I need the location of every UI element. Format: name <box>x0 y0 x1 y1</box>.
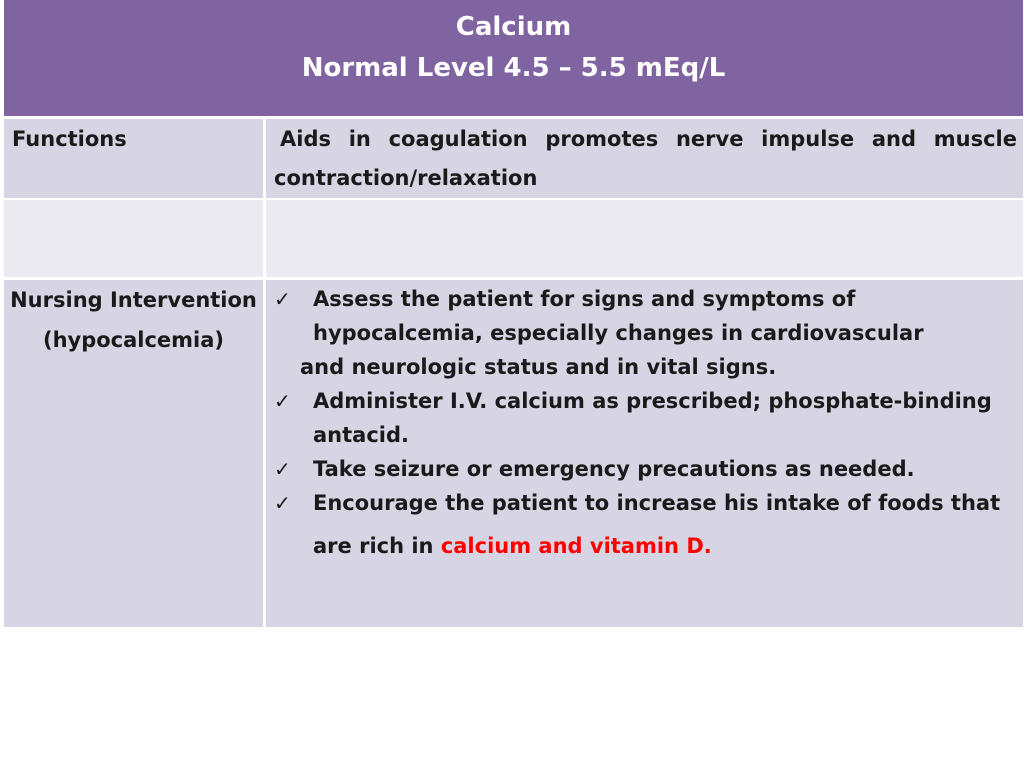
list-item <box>274 452 1023 486</box>
nursing-label-line2: (hypocalcemia) <box>42 328 225 352</box>
empty-cell-right <box>266 200 1023 277</box>
functions-label: Functions <box>4 119 263 198</box>
bullet2-line2: antacid. <box>313 423 409 447</box>
checkmark-icon: ✓ <box>274 491 291 515</box>
table-row-functions <box>4 119 1023 198</box>
nursing-interventions <box>266 280 1023 627</box>
list-item <box>274 384 1023 452</box>
list-item <box>274 486 1023 520</box>
bullet3-line1: Take seizure or emergency precautions as needed. <box>313 457 915 481</box>
functions-text: Aids in coagulation promotes nerve impulse and muscle contraction/relaxation <box>266 119 1023 198</box>
header-banner <box>4 0 1023 116</box>
table-row-empty <box>4 200 1023 277</box>
bullet4-line1: Encourage the patient to increase his intake of foods that <box>313 491 1001 515</box>
nursing-label <box>4 280 263 627</box>
list-item <box>274 282 1023 350</box>
bullet1-line1: Assess the patient for signs and symptoms of <box>313 287 856 311</box>
header-title: Calcium <box>455 12 572 42</box>
checkmark-icon: ✓ <box>274 287 291 311</box>
bullet4-highlight: calcium and vitamin D. <box>440 534 712 558</box>
checkmark-icon: ✓ <box>274 457 291 481</box>
header-subtitle: Normal Level 4.5 – 5.5 mEq/L <box>301 53 726 83</box>
bullet2-line1: Administer I.V. calcium as prescribed; phosphate-binding <box>313 389 992 413</box>
checkmark-icon: ✓ <box>274 389 291 413</box>
bullet4-text: are rich in <box>313 534 441 558</box>
bullet1-line3: and neurologic status and in vital signs. <box>300 355 777 379</box>
table-row-nursing <box>4 280 1023 627</box>
bullet4-line2 <box>274 526 1023 566</box>
empty-cell-left <box>4 200 263 277</box>
bullet1-line2: hypocalcemia, especially changes in cardiovascular <box>313 321 924 345</box>
nursing-label-line1: Nursing Intervention <box>10 288 257 312</box>
